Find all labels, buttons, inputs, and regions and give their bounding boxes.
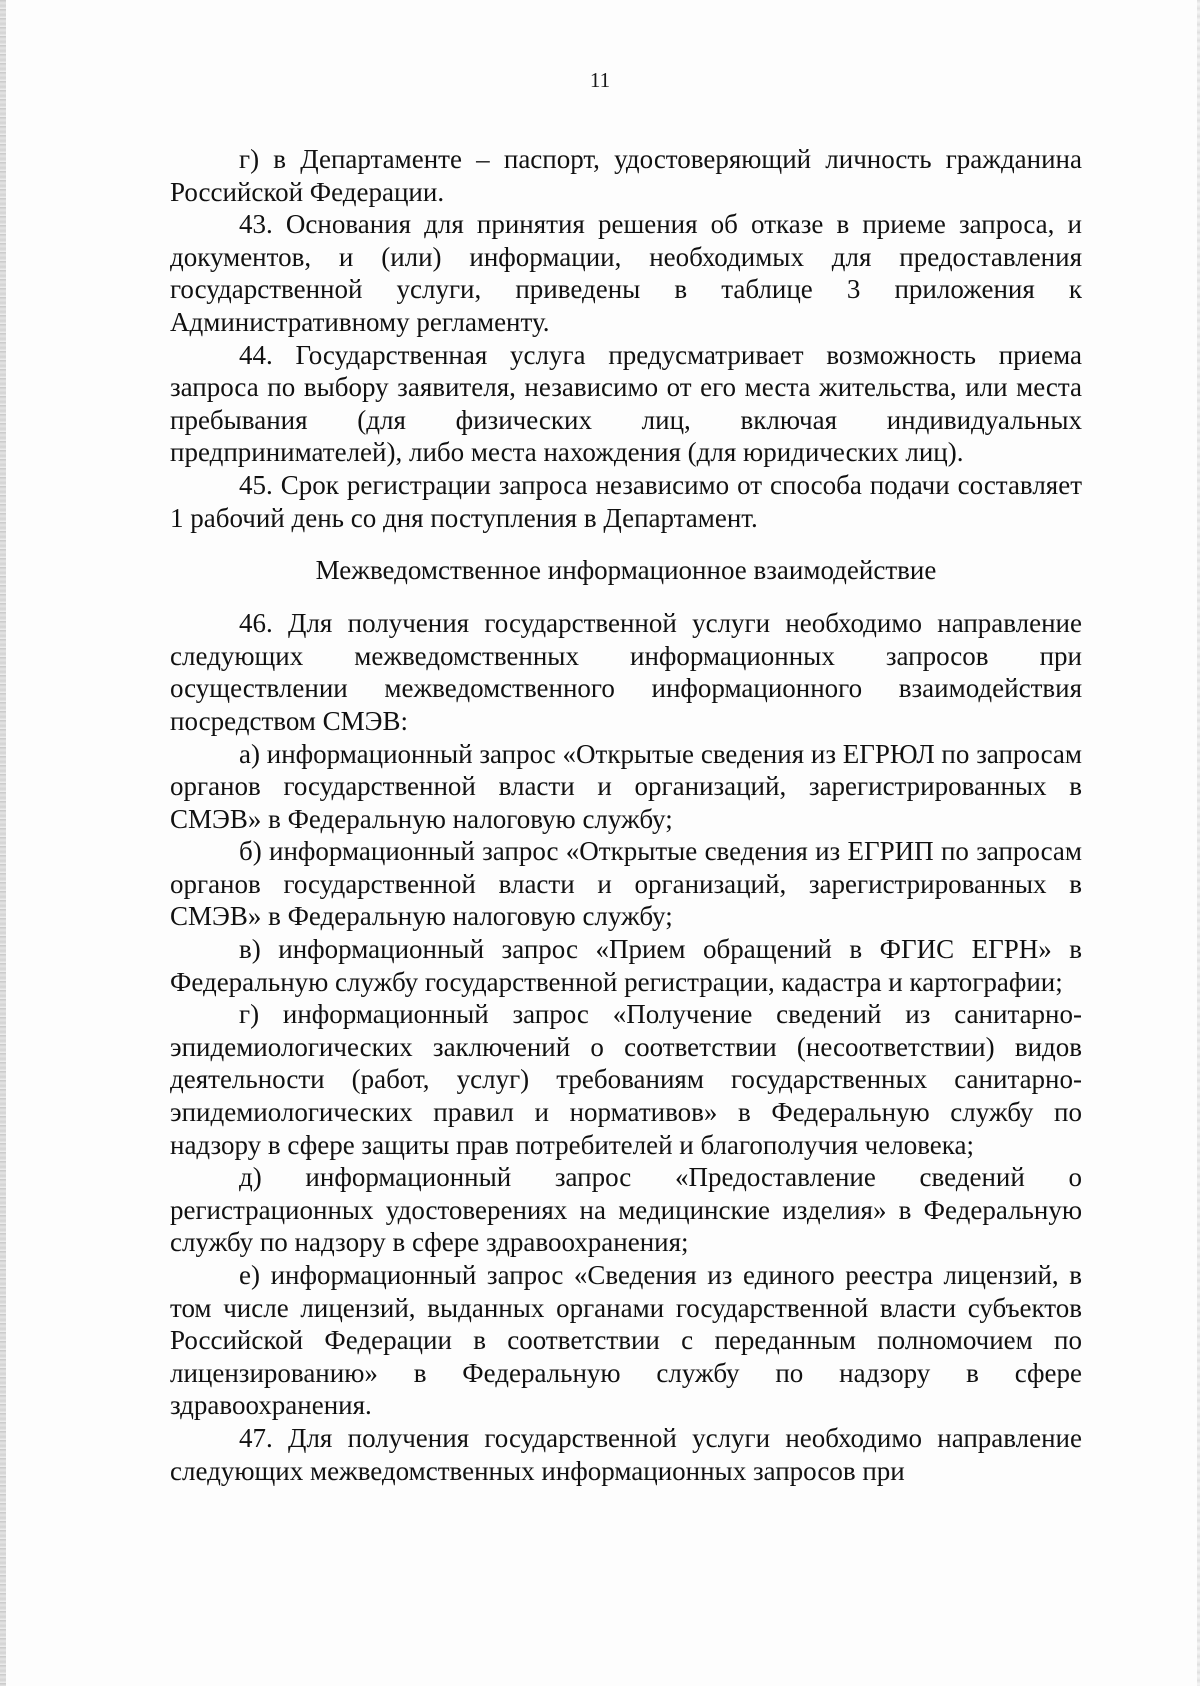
paragraph-44: 44. Государственная услуга предусматривает возможность приема запроса по выбору заявителя, независимо от его места жительства, или места пребывания (для физических лиц, включая индивидуальных предпринимателей), либо места нахождения (для юридических лиц). — [170, 339, 1082, 468]
paragraph-42g: г) в Департаменте – паспорт, удостоверяющий личность гражданина Российской Федерации. — [170, 144, 1082, 207]
paragraph-46e: е) информационный запрос «Сведения из единого реестра лицензий, в том числе лицензий, выданных органами государственной власти субъектов Российской Федерации в соответствии с переданным полномочием по лицензированию» в Федеральную службу по надзору в сфере здравоохранения. — [170, 1260, 1082, 1421]
paragraph-46b: б) информационный запрос «Открытые сведения из ЕГРИП по запросам органов государственной власти и организаций, зарегистрированных в СМЭВ» в Федеральную налоговую службу; — [170, 836, 1082, 932]
section-heading: Межведомственное информационное взаимодействие — [315, 555, 937, 586]
paragraph-45: 45. Срок регистрации запроса независимо от способа подачи составляет 1 рабочий день со дня поступления в Департамент. — [170, 469, 1082, 533]
paragraph-46g: г) информационный запрос «Получение сведений из санитарно-эпидемиологических заключений о соответствии (несоответствии) видов деятельности (работ, услуг) требованиям государственных санитарно-эпидемиологических правил и нормативов» в Федеральную службу по надзору в сфере защиты прав потребителей и благополучия человека; — [170, 999, 1082, 1160]
scan-edge-left — [0, 0, 6, 1686]
paragraph-46v: в) информационный запрос «Прием обращений в ФГИС ЕГРН» в Федеральную службу государственной регистрации, кадастра и картографии; — [170, 934, 1082, 997]
paragraph-47: 47. Для получения государственной услуги необходимо направление следующих межведомственных информационных запросов при — [170, 1422, 1082, 1486]
page-number: 11 — [589, 68, 611, 92]
paragraph-46: 46. Для получения государственной услуги необходимо направление следующих межведомственных информационных запросов при осуществлении межведомственного информационного взаимодействия посредством СМЭВ: — [170, 608, 1082, 736]
paragraph-46d: д) информационный запрос «Предоставление сведений о регистрационных удостоверениях на медицинские изделия» в Федеральную службу по надзору в сфере здравоохранения; — [170, 1162, 1082, 1258]
paragraph-43: 43. Основания для принятия решения об отказе в приеме запроса, и документов, и (или) информации, необходимых для предоставления государственной услуги, приведены в таблице 3 приложения к Административному регламенту. — [170, 209, 1082, 337]
document-body — [170, 143, 1082, 1487]
paragraph-46a: а) информационный запрос «Открытые сведения из ЕГРЮЛ по запросам органов государственной власти и организаций, зарегистрированных в СМЭВ» в Федеральную налоговую службу; — [170, 738, 1082, 834]
